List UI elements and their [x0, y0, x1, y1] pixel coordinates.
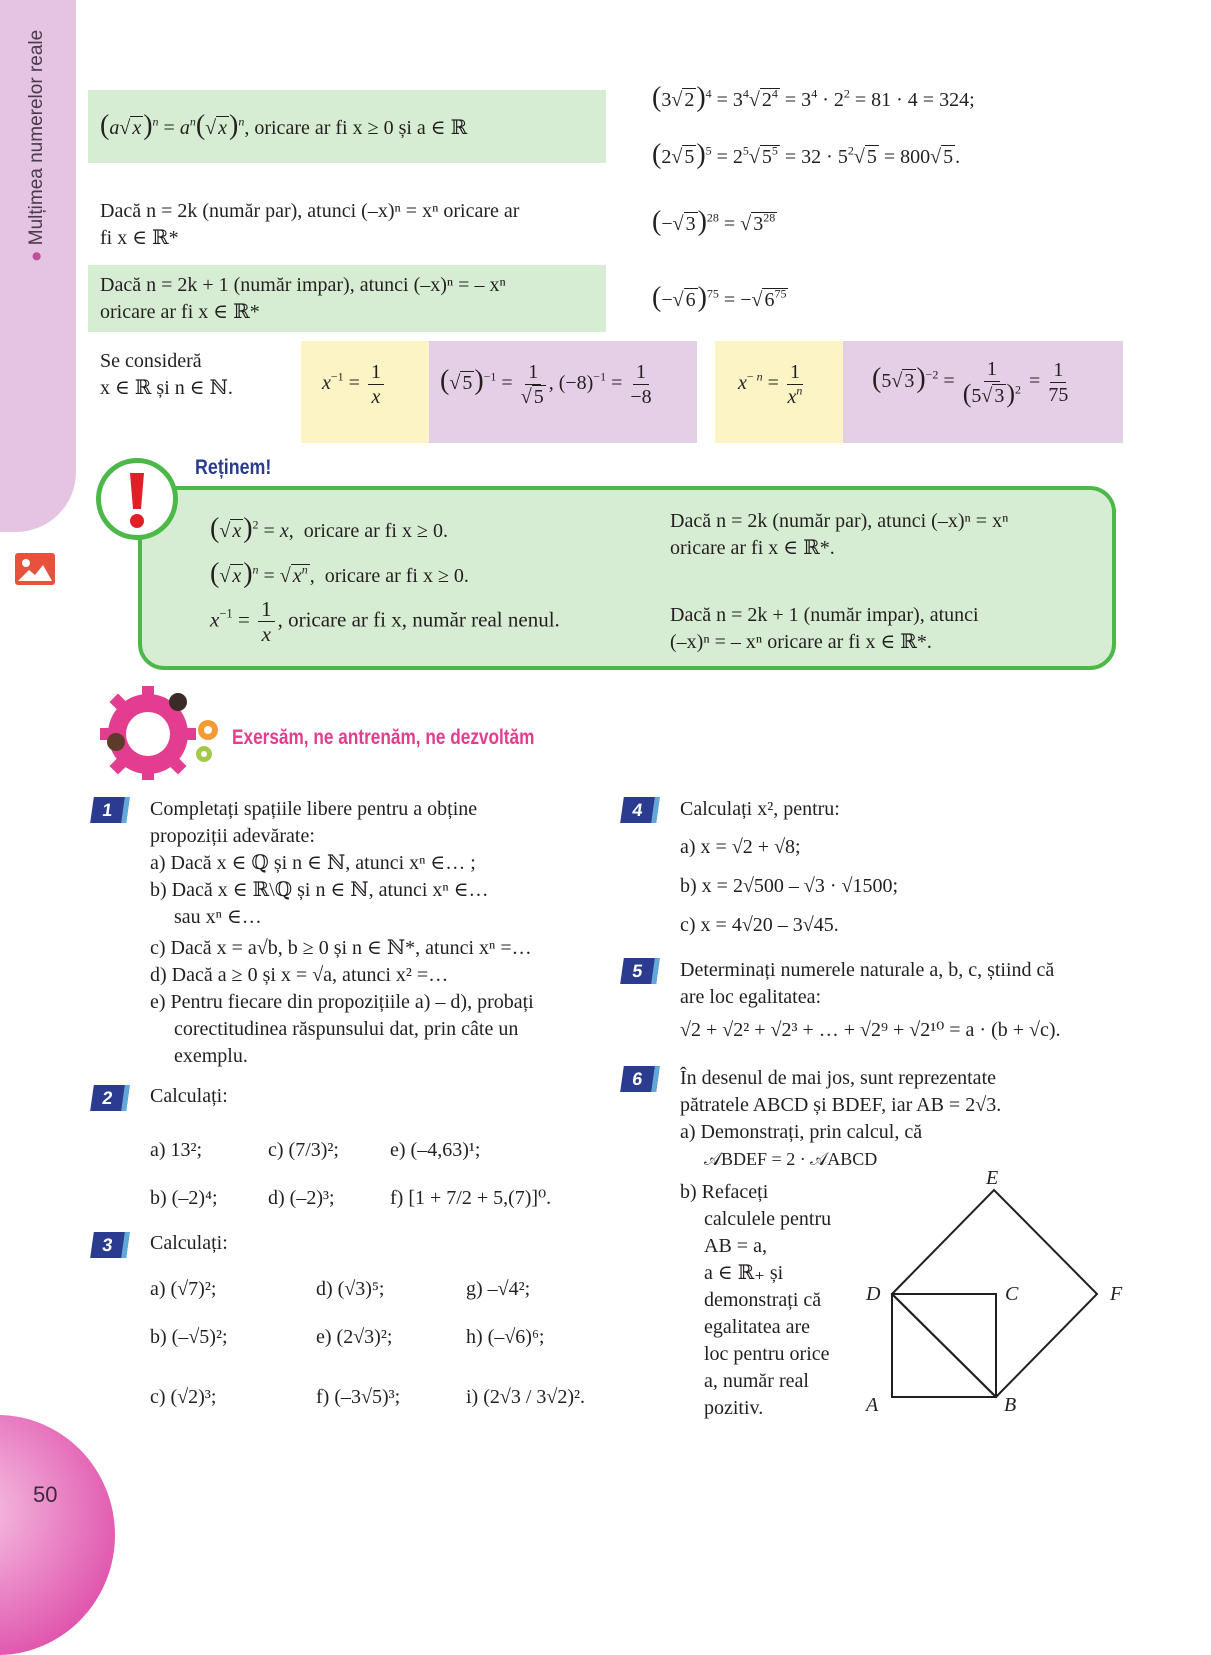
exercise-1-badge: 1	[90, 797, 130, 823]
neg-exp-def: $x^{-1}$ = $\frac{1}{x}$	[322, 360, 387, 409]
exercise-1: Completați spațiile libere pentru a obține propoziții adevărate: a) Dacă x ∈ ℚ și n ∈ ℕ, atunci xⁿ ∈… ; b) Dacă x ∈ ℝ\ℚ și n ∈ ℕ, atunci xⁿ ∈… sau xⁿ ∈… c) Dacă x = a√b, b ≥ 0 și n ∈ ℕ*, atunci xⁿ =… d) Dacă a ≥ 0 și x = √a, atunci x² =… e) Pentru fiecare din propozițiile a) – d), probați corectitudinea răspunsului dat, prin câte un exemplu.	[150, 798, 534, 1067]
exercise-6-stem: În desenul de mai jos, sunt reprezentate pătratele ABCD și BDEF, iar AB = 2√3. a) Demonstrați, prin calcul, că 𝒜BDEF = 2 · 𝒜ABCD	[680, 1067, 1002, 1169]
label-b: B	[1004, 1394, 1017, 1416]
example-2: (2√ $5)^5 = 2^5√$ $5^5 = 32 \cdot 5^2√$ 5 = 800√ 5 .	[652, 139, 961, 170]
exercise-4-badge: 4	[620, 797, 660, 823]
retinem-rule-4: Dacă n = 2k (număr par), atunci (–x)ⁿ = xⁿ oricare ar fi x ∈ ℝ*.	[670, 510, 1009, 559]
diagonal-db	[892, 1294, 996, 1397]
squares-diagram	[860, 1160, 1140, 1420]
exercise-3-c: c) (√2)³;	[150, 1386, 217, 1408]
exercise-2-e: e) (–4,63)¹;	[390, 1139, 481, 1161]
exercise-2-c: c) (7/3)²;	[268, 1139, 339, 1161]
section-title: Exersăm, ne antrenăm, ne dezvoltăm	[232, 726, 535, 749]
exercise-2-badge: 2	[90, 1085, 130, 1111]
exercise-4-a: a) x = √2 + √8;	[680, 836, 801, 858]
retinem-rule-2: (√ x)$^n$ = √ $x^n$ , oricare ar fi x ≥ 0.	[210, 558, 469, 589]
label-e: E	[986, 1167, 999, 1189]
exercise-2-d: d) (–2)³;	[268, 1187, 335, 1209]
exercise-4-stem: Calculați x², pentru:	[680, 798, 840, 820]
label-c: C	[1005, 1283, 1019, 1305]
exercise-4-c: c) x = 4√20 – 3√45.	[680, 914, 839, 936]
exercise-2-b: b) (–2)⁴;	[150, 1187, 218, 1209]
exercise-3-f: f) (–3√5)³;	[316, 1386, 401, 1408]
exercise-3-e: e) (2√3)²;	[316, 1326, 393, 1348]
page-number: 50	[33, 1482, 58, 1507]
exercise-2-f: f) [1 + 7/2 + 5,(7)]⁰.	[390, 1187, 552, 1209]
exercise-3-b: b) (–√5)²;	[150, 1326, 228, 1348]
example-1: (3√ $2)^4 = 3^4√$ $2^4 = 3^4 \cdot 2^2 = 81 \cdot 4 = 324$;	[652, 82, 975, 113]
retinem-title: Reținem!	[195, 456, 272, 479]
rule-3: Dacă n = 2k + 1 (număr impar), atunci (–x)ⁿ = – xⁿ oricare ar fi x ∈ ℝ*	[100, 274, 506, 323]
exercise-5-badge: 5	[620, 958, 660, 984]
exercise-3-g: g) –√4²;	[466, 1278, 531, 1300]
retinem-rule-5: Dacă n = 2k + 1 (număr impar), atunci (–x)ⁿ = – xⁿ oricare ar fi x ∈ ℝ*.	[670, 604, 979, 653]
label-f: F	[1110, 1283, 1123, 1305]
exercise-3-d: d) (√3)⁵;	[316, 1278, 385, 1300]
image-icon[interactable]	[15, 553, 55, 585]
rule-1: (a√ $x)^n = a^n(√$ x)$^n$, oricare ar fi x ≥ 0 și a ∈ ℝ	[100, 110, 468, 141]
side-tab-label: ● Mulțimea numerelor reale	[26, 29, 47, 262]
exercise-3-i: i) (2√3 / 3√2)².	[466, 1386, 586, 1408]
exercise-3-a: a) (√7)²;	[150, 1278, 217, 1300]
page-corner-decoration	[0, 1415, 115, 1655]
exercise-3-badge: 3	[90, 1232, 130, 1258]
example-3: (−√ 3)$^{28}$ = √ $3^{28}$	[652, 206, 776, 237]
example-4: (−√ 6)$^{75}$ = −√ $6^{75}$	[652, 282, 787, 313]
consider-text: Se consideră x ∈ ℝ și n ∈ ℕ.	[100, 350, 233, 399]
exercise-4-b: b) x = 2√500 – √3 · √1500;	[680, 875, 899, 897]
rule-2: Dacă n = 2k (număr par), atunci (–x)ⁿ = xⁿ oricare ar fi x ∈ ℝ*	[100, 200, 520, 249]
neg-n-example: (5√ 3)$^{-2}$ = $\frac{1}{(5√ 3)^2}$ = $\frac{1}{75}$	[872, 358, 1069, 408]
exercise-2-stem: Calculați:	[150, 1085, 228, 1107]
retinem-rule-1: (√ x)$^2$ = x, oricare ar fi x ≥ 0.	[210, 513, 448, 544]
gears-illustration	[86, 682, 226, 780]
exercise-6-badge: 6	[620, 1066, 660, 1092]
retinem-rule-3: $x^{-1}$ = $\frac{1}{x}$ , oricare ar fi x, număr real nenul.	[210, 597, 560, 646]
exercise-2-a: a) 13²;	[150, 1139, 203, 1161]
exercise-3-h: h) (–√6)⁶;	[466, 1326, 545, 1348]
label-d: D	[866, 1283, 881, 1305]
label-a: A	[866, 1394, 879, 1416]
exercise-5: Determinați numerele naturale a, b, c, știind că are loc egalitatea: √2 + √2² + √2³ + … + √2⁹ + √2¹⁰ = a · (b + √c).	[680, 959, 1061, 1041]
exclamation-icon	[96, 458, 178, 540]
neg-n-def: $x^{- n}$ = $\frac{1}{x^n}$	[738, 361, 803, 408]
neg-exp-example: (√ 5)$^{-1}$ = $\frac{1}{√ 5}$ , $(-8)^{-1}$ = $\frac{1}{-8}$	[440, 361, 652, 408]
exercise-3-stem: Calculați:	[150, 1232, 228, 1254]
exercise-6-b: b) Refaceți calculele pentru AB = a, a ∈ ℝ₊ și demonstrați că egalitatea are loc pentru orice a, număr real pozitiv.	[680, 1181, 832, 1419]
